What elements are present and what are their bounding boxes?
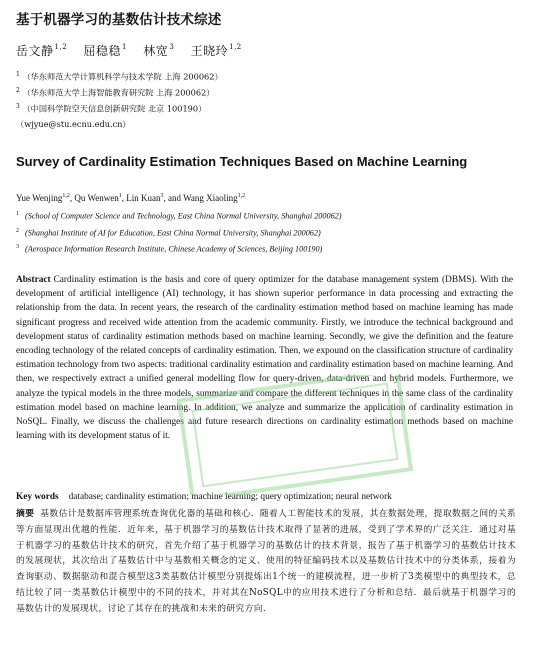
author-cn: 林宽$^3$ — [143, 43, 175, 58]
abstract-cn-label: 摘要 — [16, 509, 35, 519]
keywords-en-label: Key words — [16, 492, 59, 502]
authors-en: Yue Wenjing$^{1,2}$, Qu Wenwen$^1$, Lin Kuan$^3$, and Wang Xiaoling$^{1,2}$ — [16, 193, 246, 203]
abstract-en — [16, 273, 513, 443]
affiliation-cn: $^1$ （华东师范大学计算机科学与技术学院 上海 200062） — [16, 71, 223, 82]
paper-title-cn: 基于机器学习的基数估计技术综述 — [16, 12, 222, 28]
paper-title-en: Survey of Cardinality Estimation Techniques Based on Machine Learning — [16, 154, 468, 169]
abstract-cn-text: 基数估计是数据库管理系统查询优化器的基础和核心．随着人工智能技术的发展，其在数据处理，提取数据之间的关系等方面显现出优越的性能．近年来，基于机器学习的基数估计技术取得了显著的进展，受到了学术界的广泛关注．通过对基于机器学习的基数估计技术的研究，首先介绍了基于机器学习的基数估计的技术背景，报告了基于机器学习的基数估计技术的发展现状，其次给出了基数估计中与基数相关概念的定义、使用的特征编码技术以及基数估计技术中的分类体系，接着为查询驱动、数据驱动和混合模型这3类基数估计模型分别提炼出1个统一的建模流程，进一步析了3类模型中的典型技术，总结比较了同一类基数估计模型中的不同的技术，并对其在NoSQL中的应用技术进行了分析和总结．最后就基于机器学习的基数估计的发展现状，讨论了其存在的挑战和未来的研究方向． — [16, 509, 516, 614]
keywords-en-text: database; cardinality estimation; machine learning; query optimization; neural network — [68, 492, 392, 502]
keywords-en — [16, 492, 392, 502]
affiliation-en: $^2$ (Shanghai Institute of AI for Education, East China Normal University, Shanghai 200062) — [16, 228, 321, 238]
author-cn: 屈稳稳$^1$ — [83, 43, 127, 58]
affiliation-cn: $^2$ （华东师范大学上海智能教育研究院 上海 200062） — [16, 87, 215, 98]
abstract-en-label: Abstract — [16, 275, 51, 285]
affiliation-en: $^1$ (School of Computer Science and Technology, East China Normal University, Shanghai 200062) — [16, 211, 342, 221]
affiliation-cn: $^3$ （中国科学院空天信息创新研究院 北京 100190） — [16, 103, 207, 114]
authors-cn — [16, 42, 254, 59]
abstract-cn — [16, 507, 516, 618]
author-email: （wjyue@stu.ecnu.edu.cn） — [16, 119, 131, 129]
affiliation-en: $^3$ (Aerospace Information Research Institute, Chinese Academy of Sciences, Beijing 100190) — [16, 244, 323, 254]
author-cn: 王晓玲$^{1,2}$ — [190, 43, 242, 58]
author-cn: 岳文静$^{1,2}$ — [16, 43, 68, 58]
abstract-en-text: Cardinality estimation is the basis and core of query optimizer for the database management system (DBMS). With the development of artificial intelligence (AI) technology, it has shown superior performance in data processing and extracting the relationship from the data. In recent years, the research of the cardinality estimation method based on machine learning has made significant progress and received wide attention from the academic community. Firstly, we introduce the technical background and development status of cardinality estimation methods based on machine learning. Secondly, we give the definition and the feature encoding technology of the related concepts of cardinality estimation. Then, we expound on the classification structure of cardinality estimation technology from two aspects: traditional cardinality estimation and cardinality estimation based on machine learning. And then, we respectively extract a unified general modelling flow for query-driven, data-driven and hybrid models. Furthermore, we analyze the typical models in the three models, summarize and compare the different techniques in the same class of the cardinality estimation model based on machine learning. In addition, we analyze and summarize the application of cardinality estimation in NoSQL. Finally, we discuss the challenges and future research directions on cardinality estimation methods based on machine learning with its development status of it. — [16, 275, 513, 442]
